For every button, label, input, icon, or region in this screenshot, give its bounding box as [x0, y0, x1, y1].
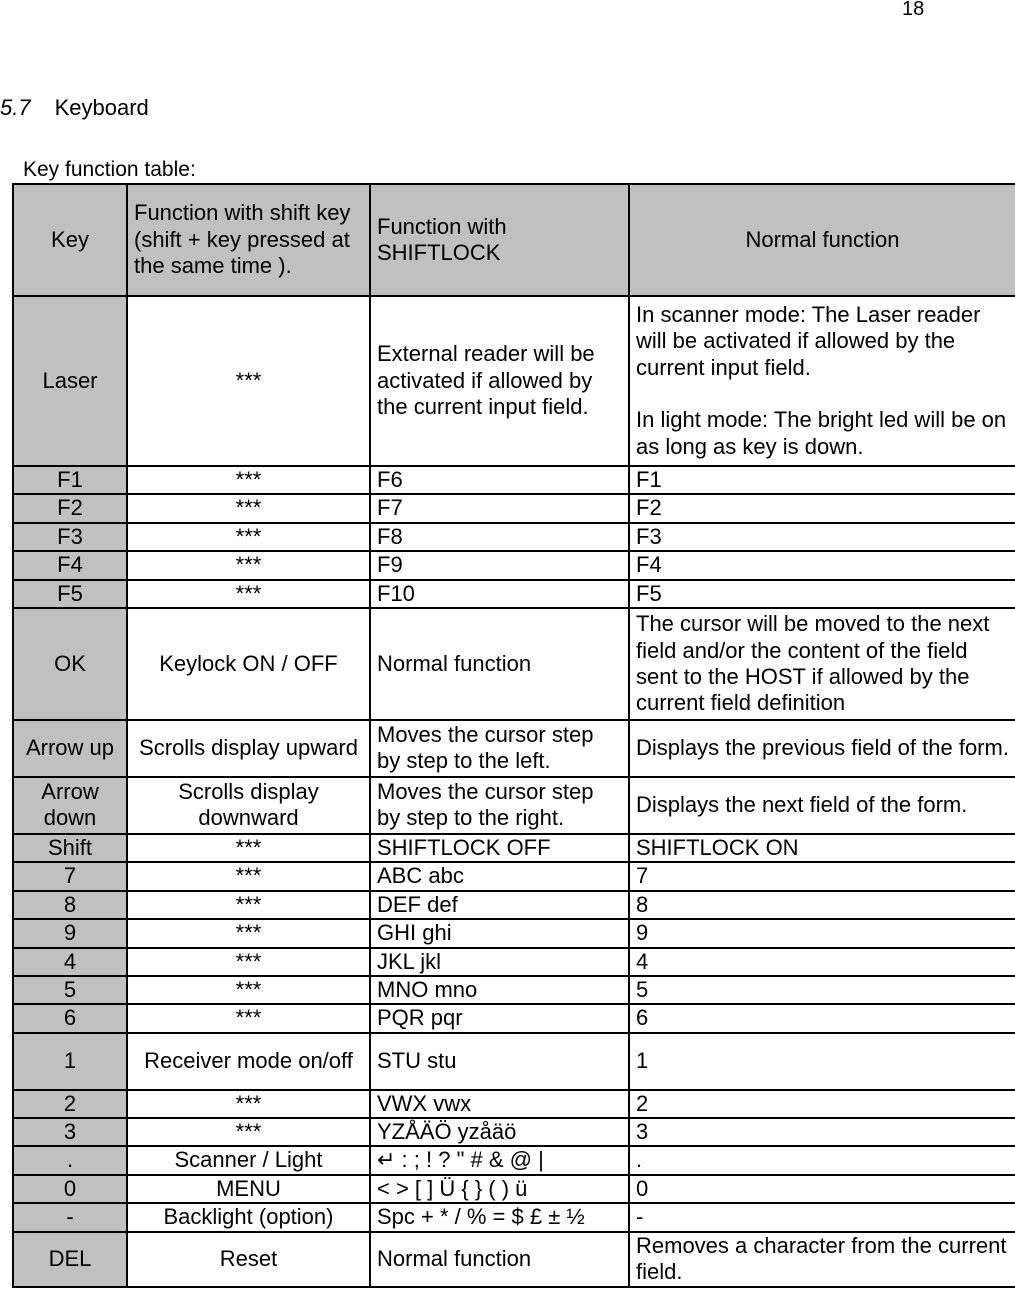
normal-function-cell: 2: [629, 1090, 1015, 1118]
table-row: [13, 466, 1015, 494]
shift-function-cell: ***: [127, 1090, 370, 1118]
shift-function-cell: Scanner / Light: [127, 1146, 370, 1174]
key-cell: 0: [13, 1175, 127, 1203]
normal-function-cell: Displays the previous field of the form.: [629, 720, 1015, 777]
page-number: 18: [902, 0, 925, 20]
table-row: [13, 1146, 1015, 1174]
normal-function-cell: 8: [629, 891, 1015, 919]
shift-function-cell: Reset: [127, 1232, 370, 1287]
shiftlock-function-cell: ABC abc: [370, 862, 629, 890]
shiftlock-function-cell: Normal function: [370, 608, 629, 720]
section-heading: [0, 95, 149, 121]
normal-function-cell: 1: [629, 1033, 1015, 1090]
shiftlock-function-cell: F7: [370, 494, 629, 522]
normal-function-cell: 4: [629, 948, 1015, 976]
normal-function-cell: The cursor will be moved to the next field and/or the content of the field sent to the HOST if allowed by the current field definition: [629, 608, 1015, 720]
shiftlock-function-cell: External reader will be activated if allowed by the current input field.: [370, 296, 629, 466]
shiftlock-function-cell: VWX vwx: [370, 1090, 629, 1118]
table-row: [13, 1175, 1015, 1203]
key-cell: 6: [13, 1004, 127, 1032]
key-cell: F3: [13, 523, 127, 551]
header-key: Key: [13, 184, 127, 296]
shift-function-cell: Backlight (option): [127, 1203, 370, 1231]
section-number: 5.7: [0, 95, 31, 120]
normal-function-cell: F5: [629, 580, 1015, 608]
key-cell: Shift: [13, 834, 127, 862]
shiftlock-function-cell: DEF def: [370, 891, 629, 919]
table-row: [13, 1090, 1015, 1118]
normal-function-cell: 9: [629, 919, 1015, 947]
table-row: [13, 494, 1015, 522]
shiftlock-function-cell: < > [ ] Ü { } ( ) ü: [370, 1175, 629, 1203]
table-row: [13, 1232, 1015, 1287]
key-cell: -: [13, 1203, 127, 1231]
normal-function-cell: In scanner mode: The Laser reader will be activated if allowed by the current input field. In light mode: The bright led will be on as long as key is down.: [629, 296, 1015, 466]
shiftlock-function-cell: Moves the cursor step by step to the right.: [370, 777, 629, 834]
shift-function-cell: ***: [127, 296, 370, 466]
shift-function-cell: MENU: [127, 1175, 370, 1203]
table-row: [13, 523, 1015, 551]
normal-function-cell: Removes a character from the current field.: [629, 1232, 1015, 1287]
shift-function-cell: Scrolls display downward: [127, 777, 370, 834]
normal-function-cell: F4: [629, 551, 1015, 579]
key-cell: 8: [13, 891, 127, 919]
normal-function-cell: -: [629, 1203, 1015, 1231]
normal-function-cell: 5: [629, 976, 1015, 1004]
key-cell: Arrow down: [13, 777, 127, 834]
table-row: [13, 1033, 1015, 1090]
shift-function-cell: Scrolls display upward: [127, 720, 370, 777]
key-cell: 3: [13, 1118, 127, 1146]
table-row: [13, 891, 1015, 919]
key-function-table: [12, 183, 1015, 1288]
shift-function-cell: ***: [127, 1118, 370, 1146]
key-cell: F4: [13, 551, 127, 579]
table-row: [13, 862, 1015, 890]
shiftlock-function-cell: Normal function: [370, 1232, 629, 1287]
shift-function-cell: ***: [127, 1004, 370, 1032]
shiftlock-function-cell: MNO mno: [370, 976, 629, 1004]
key-cell: 2: [13, 1090, 127, 1118]
shift-function-cell: ***: [127, 580, 370, 608]
shiftlock-function-cell: F10: [370, 580, 629, 608]
shift-function-cell: ***: [127, 523, 370, 551]
key-cell: 5: [13, 976, 127, 1004]
table-row: [13, 948, 1015, 976]
key-cell: F5: [13, 580, 127, 608]
key-cell: OK: [13, 608, 127, 720]
shift-function-cell: ***: [127, 494, 370, 522]
shift-function-cell: ***: [127, 976, 370, 1004]
key-cell: 7: [13, 862, 127, 890]
normal-function-cell: 0: [629, 1175, 1015, 1203]
shiftlock-function-cell: Spc + * / % = $ £ ± ½: [370, 1203, 629, 1231]
shiftlock-function-cell: Moves the cursor step by step to the left.: [370, 720, 629, 777]
shiftlock-function-cell: F9: [370, 551, 629, 579]
normal-function-cell: F1: [629, 466, 1015, 494]
key-cell: F2: [13, 494, 127, 522]
shift-function-cell: ***: [127, 834, 370, 862]
table-row: [13, 608, 1015, 720]
shiftlock-function-cell: STU stu: [370, 1033, 629, 1090]
table-row: [13, 834, 1015, 862]
header-shiftlock-function: Function with SHIFTLOCK: [370, 184, 629, 296]
table-row: [13, 720, 1015, 777]
table-row: [13, 296, 1015, 466]
shiftlock-function-cell: F6: [370, 466, 629, 494]
table-row: [13, 1118, 1015, 1146]
normal-function-cell: SHIFTLOCK ON: [629, 834, 1015, 862]
normal-function-cell: F2: [629, 494, 1015, 522]
normal-function-cell: .: [629, 1146, 1015, 1174]
key-cell: DEL: [13, 1232, 127, 1287]
shiftlock-function-cell: GHI ghi: [370, 919, 629, 947]
table-row: [13, 777, 1015, 834]
shift-function-cell: Keylock ON / OFF: [127, 608, 370, 720]
shiftlock-function-cell: YZÅÄÖ yzåäö: [370, 1118, 629, 1146]
table-row: [13, 919, 1015, 947]
table-caption: Key function table:: [23, 158, 196, 181]
shift-function-cell: ***: [127, 919, 370, 947]
key-cell: Arrow up: [13, 720, 127, 777]
table-row: [13, 580, 1015, 608]
key-cell: 4: [13, 948, 127, 976]
shiftlock-function-cell: ↵ : ; ! ? " # & @ |: [370, 1146, 629, 1174]
normal-function-cell: 7: [629, 862, 1015, 890]
table-row: [13, 976, 1015, 1004]
normal-function-cell: Displays the next field of the form.: [629, 777, 1015, 834]
key-cell: F1: [13, 466, 127, 494]
header-normal-function: Normal function: [629, 184, 1015, 296]
shiftlock-function-cell: SHIFTLOCK OFF: [370, 834, 629, 862]
shift-function-cell: ***: [127, 862, 370, 890]
shiftlock-function-cell: F8: [370, 523, 629, 551]
shift-function-cell: ***: [127, 948, 370, 976]
shiftlock-function-cell: PQR pqr: [370, 1004, 629, 1032]
normal-function-cell: 6: [629, 1004, 1015, 1032]
shift-function-cell: Receiver mode on/off: [127, 1033, 370, 1090]
shiftlock-function-cell: JKL jkl: [370, 948, 629, 976]
shift-function-cell: ***: [127, 466, 370, 494]
key-cell: Laser: [13, 296, 127, 466]
shift-function-cell: ***: [127, 891, 370, 919]
table-row: [13, 551, 1015, 579]
header-shift-function: Function with shift key (shift + key pressed at the same time ).: [127, 184, 370, 296]
table-row: [13, 1004, 1015, 1032]
normal-function-cell: 3: [629, 1118, 1015, 1146]
table-row: [13, 1203, 1015, 1231]
shift-function-cell: ***: [127, 551, 370, 579]
key-cell: 1: [13, 1033, 127, 1090]
key-cell: .: [13, 1146, 127, 1174]
section-title: Keyboard: [54, 95, 149, 120]
key-cell: 9: [13, 919, 127, 947]
normal-function-cell: F3: [629, 523, 1015, 551]
table-header-row: [13, 184, 1015, 296]
